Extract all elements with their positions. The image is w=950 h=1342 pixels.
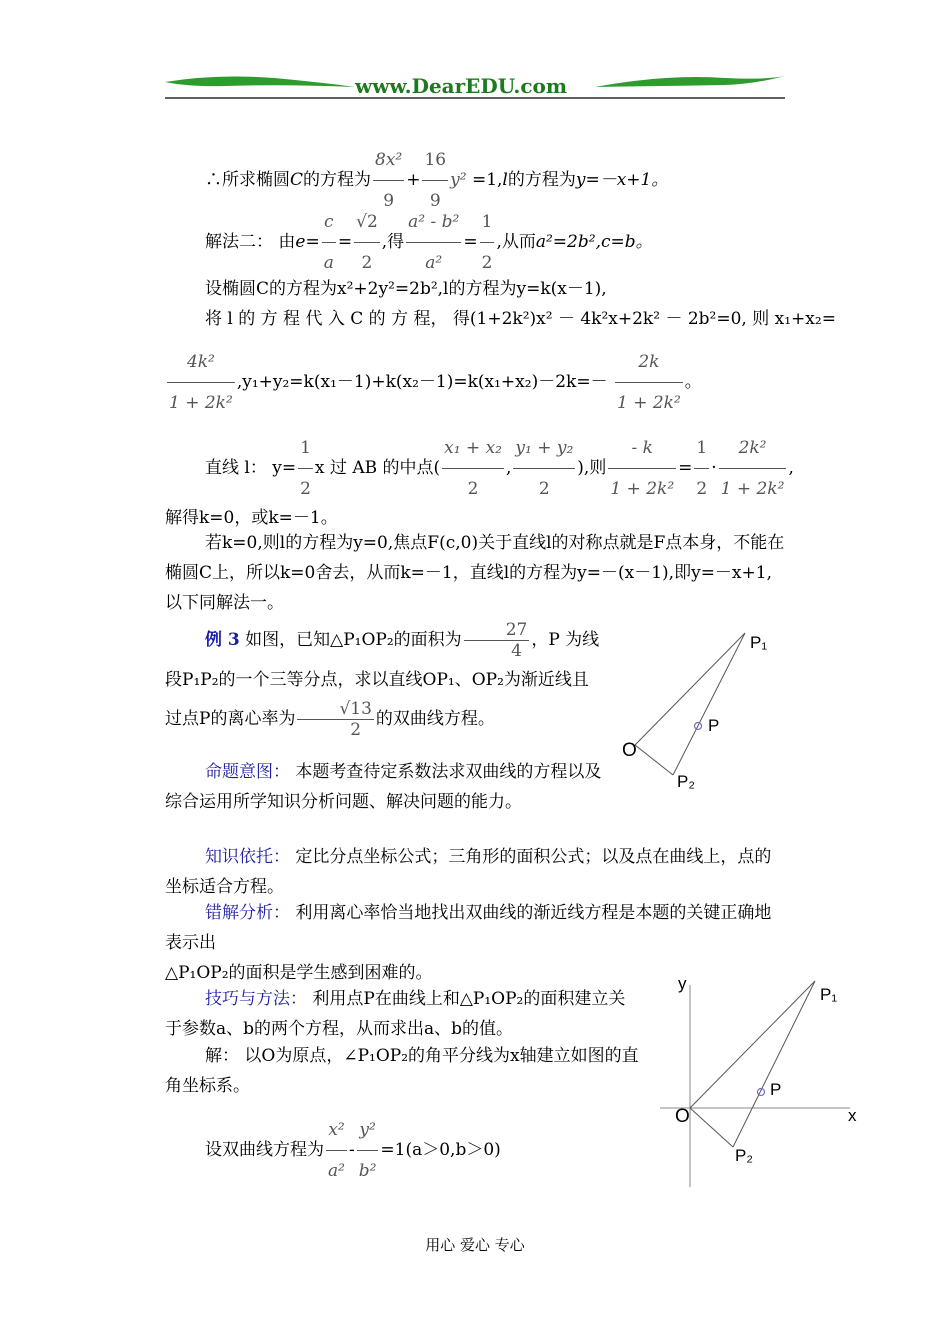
fraction: $\frac{\text{y²}}{\text{b²}}$ — [357, 1110, 379, 1191]
intent-label: 命题意图： — [205, 762, 290, 782]
line-sum-y: $\frac{\text{4k²}}{\text{1 + 2k²}}$ ,y₁+y₂=k(x₁－1)+k(x₂－1)=k(x₁+x₂)－2k=－ $\frac{2k}{\text{1 + 2k²}}$ 。 — [165, 342, 702, 423]
fraction: $\frac{\text{y₁ + y₂}}{2}$ — [513, 428, 575, 509]
fraction: $\frac{1}{2}$ — [298, 428, 313, 509]
segment-o-p1 — [635, 633, 745, 745]
para-k-zero: 若k=0,则l的方程为y=0,焦点F(c,0)关于直线l的对称点就是F点本身，不能在椭圆C上，所以k=0舍去，从而k=－1，直线l的方程为y=－(x－1),即y=－x+1,以下同解法一。 — [165, 533, 785, 613]
segment-o-p2 — [635, 745, 673, 775]
segment-p1-p2 — [733, 981, 815, 1147]
fraction: $\frac{\text{4k²}}{\text{1 + 2k²}}$ — [167, 342, 235, 423]
error-label: 错解分析： — [205, 903, 290, 923]
segment-p1-p2 — [673, 633, 745, 775]
example-3-para: 例 3 如图，已知△P₁OP₂的面积为 $\frac{27}{4}$ ，P 为线段P₁P₂的一个三等分点，求以直线OP₁、OP₂为渐近线且过点P的离心率为 $\frac{√13}{2}$ 的双曲线方程。 — [165, 620, 600, 740]
text: y=－x+1。 — [575, 170, 669, 190]
site-title: www.DearEDU.com — [355, 74, 568, 98]
fig1-label-p1: P₁ — [750, 633, 768, 652]
text: ,y₁+y₂=k(x₁－1)+k(x₂－1)=k(x₁+x₂)－2k=－ — [236, 372, 608, 392]
fig2-label-p2: P₂ — [735, 1146, 753, 1165]
fig2-label-p1: P₁ — [820, 985, 838, 1004]
fraction: $\frac{\text{x²}}{\text{a²}}$ — [326, 1110, 347, 1191]
header-banner — [165, 70, 785, 104]
text: 解法二： 由 — [205, 232, 296, 252]
line-hyperbola: 设双曲线方程为 $\frac{\text{x²}}{\text{a²}}$ - $\frac{\text{y²}}{\text{b²}}$ =1(a＞0,b＞0) — [205, 1110, 501, 1191]
fraction: $\frac{1}{2}$ — [480, 202, 495, 283]
fraction: $\frac{\text{x₁ + x₂}}{2}$ — [442, 428, 504, 509]
text: 直线 l： y= — [205, 458, 297, 478]
text: ,从而 — [496, 232, 536, 252]
fraction: $\frac{\text{2k²}}{\text{1 + 2k²}}$ — [719, 428, 787, 509]
error-para: 错解分析： 利用离心率恰当地找出双曲线的渐近线方程是本题的关键正确地表示出 — [165, 903, 772, 953]
line-method-two: 解法二： 由e= $\frac{c}{a}$ = $\frac{√2}{2}$ ,得 $\frac{\text{a² - b²}}{\text{a²}}$ = $\frac{1}{2}$ ,从而a²=2b²,c=b。 — [205, 202, 653, 283]
fraction: $\frac{27}{4}$ — [464, 620, 530, 661]
text: + — [406, 170, 421, 190]
segment-o-p2 — [690, 1108, 733, 1147]
technique-para: 技巧与方法： 利用点P在曲线上和△P₁OP₂的面积建立关于参数a、b的两个方程，从而求出a、b的值。 — [165, 989, 626, 1039]
intent-para: 命题意图： 本题考查待定系数法求双曲线的方程以及综合运用所学知识分析问题、解决问题的能力。 — [165, 762, 602, 812]
knowledge-label: 知识依托： — [205, 847, 290, 867]
footer-text: 用心 爱心 专心 — [425, 1236, 525, 1254]
fig2-label-p: P — [770, 1080, 782, 1099]
segment-o-p1 — [690, 981, 815, 1108]
fig1-label-p: P — [708, 716, 720, 735]
line-solve-k: 解得k=0，或k=－1。 — [165, 508, 338, 528]
text: a²=2b²,c=b。 — [535, 232, 653, 252]
fraction: $\frac{\text{8x²}}{9}$ — [373, 140, 404, 221]
text: 的方程为 — [303, 170, 372, 190]
fraction: $\frac{c}{a}$ — [322, 202, 336, 283]
knowledge-para: 知识依托： 定比分点坐标公式；三角形的面积公式；以及点在曲线上，点的坐标适合方程。 — [165, 847, 772, 897]
fraction: $\frac{1}{2}$ — [694, 428, 709, 509]
fraction: $\frac{2k}{\text{1 + 2k²}}$ — [615, 342, 683, 423]
line-midpoint: 直线 l： y= $\frac{1}{2}$ x 过 AB 的中点( $\frac{\text{x₁ + x₂}}{2}$ , $\frac{\text{y₁ + y₂}}{2}$ ),则 $\frac{- k}{\text{1 + 2k²}}$ = $\frac{1}{2}$ · $\frac{\text{2k²}}{\text{1 + 2k²}}$ , — [205, 428, 794, 509]
fraction: $\frac{16}{9}$ — [422, 140, 448, 221]
text: 的方程为 — [507, 170, 576, 190]
fraction: $\frac{- k}{\text{1 + 2k²}}$ — [608, 428, 676, 509]
text: C — [290, 170, 304, 190]
example-label: 例 3 — [205, 630, 240, 650]
text: =1, — [471, 170, 503, 190]
text: e= — [295, 232, 320, 252]
fig2-label-x: x — [848, 1106, 857, 1125]
fig1-label-p2: P₂ — [677, 772, 695, 791]
fig1-label-o: O — [622, 740, 637, 761]
text: ),则 — [577, 458, 607, 478]
error-para-cont: △P₁OP₂的面积是学生感到困难的。 — [165, 963, 433, 983]
technique-label: 技巧与方法： — [205, 989, 307, 1009]
fig2-label-y: y — [678, 974, 687, 993]
fraction: $\frac{√13}{2}$ — [297, 699, 373, 740]
solution-para: 解： 以O为原点，∠P₁OP₂的角平分线为x轴建立如图的直角坐标系。 — [165, 1046, 639, 1096]
text: ∴所求椭圆 — [205, 170, 290, 190]
figure-coordinate — [655, 975, 855, 1190]
text: y² — [450, 170, 467, 190]
fraction: $\frac{√2}{2}$ — [354, 202, 380, 283]
text: ,得 — [381, 232, 405, 252]
text: l — [502, 170, 508, 190]
text: x 过 AB 的中点( — [314, 458, 441, 478]
fig2-label-o: O — [675, 1106, 690, 1127]
line-substitute: 将 l 的 方 程 代 入 C 的 方 程， 得(1+2k²)x² － 4k²x+2k² － 2b²=0, 则 x₁+x₂= — [205, 309, 836, 329]
fraction: $\frac{\text{a² - b²}}{\text{a²}}$ — [406, 202, 461, 283]
line-set-ellipse: 设椭圆C的方程为x²+2y²=2b²,l的方程为y=k(x－1), — [205, 279, 607, 299]
